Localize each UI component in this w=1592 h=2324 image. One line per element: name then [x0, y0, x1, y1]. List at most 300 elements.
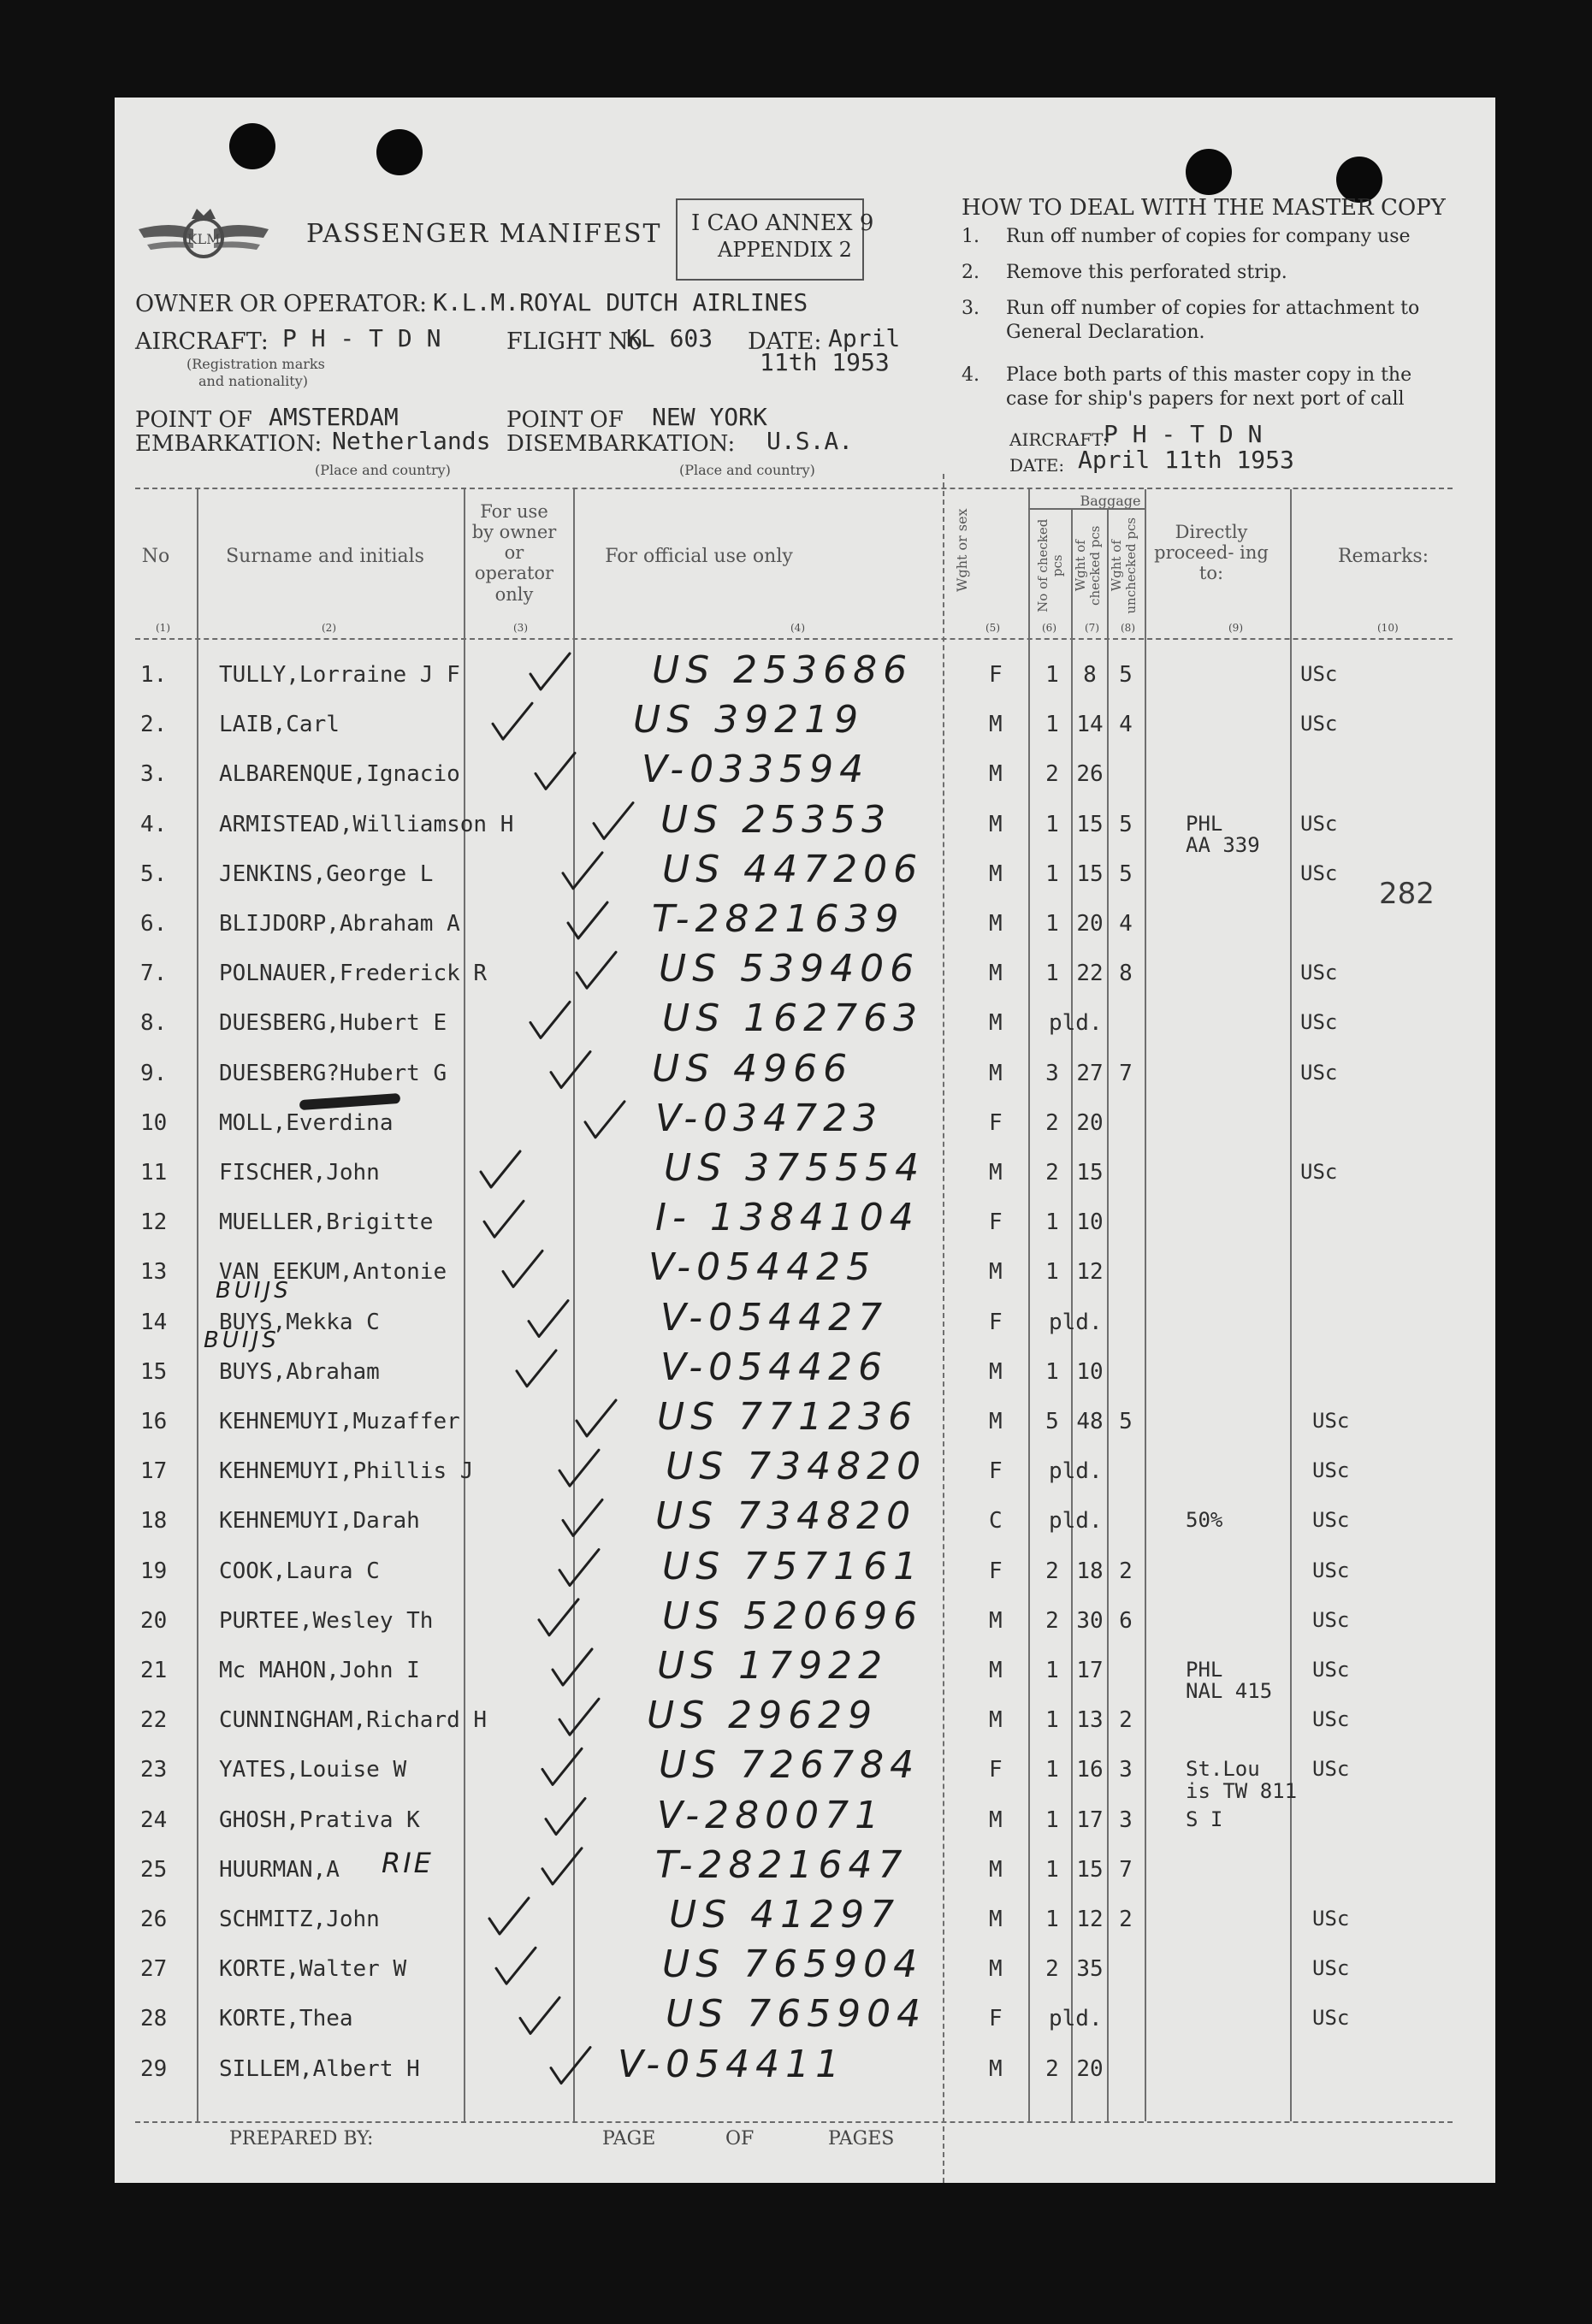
passenger-name: KORTE,Walter W — [219, 1956, 407, 1983]
row-number: 25 — [140, 1856, 168, 1883]
official-passport-number: US 734820 — [655, 1494, 917, 1539]
official-passport-number: US 771236 — [657, 1395, 919, 1439]
column-index: (1) — [156, 622, 170, 634]
checked-pieces: 1 — [1045, 1757, 1059, 1783]
disembarkation-country: U.S.A. — [766, 427, 854, 455]
official-passport-number: I- 1384104 — [655, 1196, 920, 1240]
checked-weight: 26 — [1076, 761, 1104, 788]
passenger-name: LAIB,Carl — [219, 712, 340, 738]
official-passport-number: V-054427 — [660, 1295, 889, 1339]
checked-pieces: 1 — [1045, 1856, 1059, 1883]
row-number: 1. — [140, 662, 168, 688]
checked-weight: 10 — [1076, 1209, 1104, 1236]
check-mark — [489, 1898, 529, 1934]
row-number: 24 — [140, 1807, 168, 1833]
passenger-name: KEHNEMUYI,Muzaffer — [219, 1409, 460, 1434]
passenger-name: POLNAUER,Frederick R — [219, 961, 488, 987]
passenger-sex: M — [989, 1259, 1003, 1286]
check-mark — [577, 1400, 616, 1436]
check-mark — [530, 1002, 570, 1038]
checked-pieces: pld. — [1049, 1458, 1103, 1485]
passenger-name: SILLEM,Albert H — [219, 2055, 420, 2082]
official-passport-number: US 162763 — [662, 996, 924, 1041]
passenger-sex: M — [989, 860, 1003, 887]
instruction-number: 2. — [962, 262, 979, 283]
passenger-sex: M — [989, 1707, 1003, 1734]
checked-weight: 15 — [1076, 811, 1104, 837]
handwritten-buijs: BUIJS — [204, 1328, 280, 1353]
passenger-sex: M — [989, 811, 1003, 837]
checked-pieces: 2 — [1045, 1160, 1059, 1186]
checked-pieces: 1 — [1045, 1209, 1059, 1236]
checked-pieces: 1 — [1045, 1259, 1059, 1286]
checked-weight: 20 — [1076, 1109, 1104, 1136]
column-header-owner-use: For use by owner or operator only — [471, 501, 557, 605]
column-index: (3) — [513, 622, 528, 634]
checked-pieces: pld. — [1049, 1309, 1103, 1335]
embarkation-country: Netherlands — [332, 427, 491, 455]
row-number: 19 — [140, 1558, 168, 1584]
checked-weight: 12 — [1076, 1907, 1104, 1932]
column-header-checked-wgt: Wght of checked pcs — [1072, 525, 1103, 606]
official-passport-number: V-054426 — [660, 1345, 889, 1389]
official-passport-number: US 41297 — [669, 1893, 901, 1937]
checked-pieces: pld. — [1049, 2006, 1103, 2032]
icao-annex: I CAO ANNEX 9 — [691, 210, 874, 236]
passenger-name: TULLY,Lorraine J F — [219, 662, 460, 688]
passenger-name: COOK,Laura C — [219, 1558, 380, 1584]
unchecked-weight: 3 — [1119, 1757, 1133, 1783]
checked-weight: 48 — [1076, 1409, 1104, 1434]
checked-weight: 22 — [1076, 961, 1104, 987]
svg-text:KLM: KLM — [186, 231, 221, 247]
passenger-sex: M — [989, 1607, 1003, 1634]
checked-pieces: 3 — [1045, 1060, 1059, 1086]
place-note: (Place and country) — [679, 462, 815, 478]
passenger-sex: F — [989, 1209, 1003, 1236]
place-note: (Place and country) — [315, 462, 451, 478]
passenger-name: Mc MAHON,John I — [219, 1658, 420, 1683]
passenger-name: BUYS,Mekka C — [219, 1309, 380, 1335]
passenger-sex: M — [989, 1060, 1003, 1086]
flight-value: KL 603 — [626, 324, 713, 352]
check-mark — [536, 753, 575, 789]
official-passport-number: V-033594 — [642, 748, 870, 792]
row-number: 11 — [140, 1160, 168, 1186]
aircraft-label-right: AIRCRAFT: — [1009, 429, 1109, 450]
passenger-sex: M — [989, 1010, 1003, 1037]
unchecked-weight: 4 — [1119, 911, 1133, 937]
official-passport-number: T-2821647 — [655, 1842, 908, 1887]
official-passport-number: US 17922 — [657, 1644, 889, 1688]
instruction-text: Place both parts of this master copy in the — [1006, 364, 1412, 386]
remarks: USc — [1312, 1558, 1350, 1582]
unchecked-weight: 6 — [1119, 1607, 1133, 1634]
embarkation-label: EMBARKATION: — [135, 431, 323, 457]
official-passport-number: US 253686 — [652, 648, 914, 692]
passenger-name: BLIJDORP,Abraham A — [219, 911, 460, 937]
remarks: USc — [1312, 1508, 1350, 1533]
row-number: 27 — [140, 1956, 168, 1983]
remarks: USc — [1312, 1907, 1350, 1931]
column-header-baggage: Baggage — [1080, 493, 1141, 509]
row-number: 17 — [140, 1458, 168, 1485]
checked-weight: 27 — [1076, 1060, 1104, 1086]
column-index: (7) — [1085, 622, 1099, 634]
checked-pieces: 1 — [1045, 860, 1059, 887]
checked-weight: 12 — [1076, 1259, 1104, 1286]
check-mark — [484, 1201, 524, 1237]
column-index: (5) — [985, 622, 1000, 634]
official-passport-number: T-2821639 — [652, 897, 905, 941]
checked-weight: 18 — [1076, 1558, 1104, 1584]
aircraft-label: AIRCRAFT: — [135, 328, 269, 355]
passenger-sex: F — [989, 1109, 1003, 1136]
handwritten-name-fix: RIE — [382, 1847, 434, 1879]
remarks: USc — [1300, 961, 1338, 985]
passenger-sex: M — [989, 961, 1003, 987]
remarks: USc — [1312, 1707, 1350, 1732]
checked-weight: 15 — [1076, 1856, 1104, 1883]
check-mark — [542, 1748, 582, 1784]
check-mark — [496, 1948, 536, 1984]
unchecked-weight: 7 — [1119, 1856, 1133, 1883]
checked-pieces: 1 — [1045, 712, 1059, 738]
check-mark — [563, 853, 602, 889]
checked-pieces: 2 — [1045, 2055, 1059, 2082]
checked-pieces: 1 — [1045, 1807, 1059, 1833]
checked-weight: 13 — [1076, 1707, 1104, 1734]
remarks: USc — [1300, 1010, 1338, 1035]
checked-pieces: 1 — [1045, 1707, 1059, 1734]
passenger-sex: F — [989, 1558, 1003, 1584]
row-number: 8. — [140, 1010, 168, 1037]
passenger-sex: M — [989, 1409, 1003, 1434]
checked-pieces: 2 — [1045, 1558, 1059, 1584]
passenger-sex: M — [989, 1956, 1003, 1983]
official-passport-number: US 726784 — [659, 1743, 920, 1788]
of-label: OF — [725, 2128, 755, 2150]
check-mark — [542, 1848, 582, 1884]
official-passport-number: US 375554 — [664, 1146, 926, 1190]
check-mark — [559, 1550, 599, 1586]
row-number: 9. — [140, 1060, 168, 1086]
passenger-name: ARMISTEAD,Williamson H — [219, 811, 514, 837]
row-number: 7. — [140, 961, 168, 987]
row-number: 12 — [140, 1209, 168, 1236]
check-mark — [551, 1052, 590, 1088]
checked-weight: 20 — [1076, 2055, 1104, 2082]
column-header-proceeding: Directly proceed- ing to: — [1154, 522, 1269, 584]
column-header-checked-pcs: No of checked pcs — [1034, 518, 1065, 612]
remarks: USc — [1312, 1458, 1350, 1483]
date-label-right: DATE: — [1009, 455, 1065, 476]
official-passport-number: US 25353 — [660, 797, 892, 842]
check-mark — [568, 902, 607, 938]
embarkation-city: AMSTERDAM — [269, 403, 399, 431]
passenger-name: SCHMITZ,John — [219, 1907, 380, 1932]
prepared-by-label: PREPARED BY: — [229, 2128, 374, 2150]
column-header-no: No — [141, 546, 170, 567]
row-number: 6. — [140, 911, 168, 937]
disembarkation-label: DISEMBARKATION: — [506, 431, 736, 457]
unchecked-weight: 5 — [1119, 811, 1133, 837]
passenger-name: VAN EEKUM,Antonie — [219, 1259, 447, 1286]
check-mark — [553, 1649, 592, 1685]
instruction-text: case for ship's papers for next port of call — [1006, 388, 1405, 410]
column-index: (2) — [322, 622, 336, 634]
row-number: 18 — [140, 1508, 168, 1535]
destination: PHL NAL 415 — [1186, 1658, 1273, 1704]
handwritten-buijs: BUIJS — [216, 1278, 292, 1304]
remarks: USc — [1312, 1409, 1350, 1433]
check-mark — [529, 1301, 568, 1337]
instruction-number: 3. — [962, 298, 979, 319]
remarks: USc — [1312, 1607, 1350, 1632]
official-passport-number: US 520696 — [662, 1594, 924, 1638]
passenger-sex: F — [989, 1309, 1003, 1335]
check-mark — [559, 1450, 599, 1486]
checked-weight: 20 — [1076, 911, 1104, 937]
instruction-number: 1. — [962, 226, 979, 247]
row-number: 4. — [140, 811, 168, 837]
passenger-name: FISCHER,John — [219, 1160, 380, 1186]
row-number: 26 — [140, 1907, 168, 1932]
manifest-title: PASSENGER MANIFEST — [306, 219, 662, 249]
row-number: 21 — [140, 1658, 168, 1683]
passenger-sex: M — [989, 1658, 1003, 1683]
passenger-sex: M — [989, 1856, 1003, 1883]
official-passport-number: US 4966 — [652, 1046, 854, 1091]
official-passport-number: V-034723 — [655, 1096, 884, 1140]
unchecked-weight: 2 — [1119, 1707, 1133, 1734]
check-mark — [520, 1997, 559, 2033]
passenger-name: PURTEE,Wesley Th — [219, 1607, 434, 1634]
remarks: USc — [1312, 2006, 1350, 2031]
official-passport-number: US 539406 — [659, 947, 920, 991]
destination: 50% — [1186, 1508, 1223, 1533]
instruction-text: Remove this perforated strip. — [1006, 262, 1287, 283]
checked-pieces: 2 — [1045, 1109, 1059, 1136]
checked-weight: 15 — [1076, 1160, 1104, 1186]
checked-weight: 17 — [1076, 1807, 1104, 1833]
unchecked-weight: 3 — [1119, 1807, 1133, 1833]
checked-pieces: 1 — [1045, 1358, 1059, 1385]
checked-weight: 10 — [1076, 1358, 1104, 1385]
instruction-text: Run off number of copies for company use — [1006, 226, 1411, 247]
unchecked-weight: 2 — [1119, 1907, 1133, 1932]
registration-note: (Registration marks — [186, 356, 325, 372]
column-header-name: Surname and initials — [226, 546, 424, 567]
page-number: 282 — [1379, 877, 1435, 911]
row-number: 20 — [140, 1607, 168, 1634]
date-value-right: April 11th 1953 — [1078, 446, 1294, 474]
passenger-name: HUURMAN,A — [219, 1856, 340, 1883]
official-passport-number: V-054411 — [618, 2042, 846, 2086]
checked-pieces: 2 — [1045, 761, 1059, 788]
checked-pieces: 1 — [1045, 1907, 1059, 1932]
remarks: USc — [1312, 1956, 1350, 1981]
passenger-name: BUYS,Abraham — [219, 1358, 380, 1385]
column-header-weight: Wght or sex — [953, 508, 970, 592]
checked-weight: 35 — [1076, 1956, 1104, 1983]
passenger-name: MOLL,Everdina — [219, 1109, 394, 1136]
remarks: USc — [1300, 1160, 1338, 1184]
checked-pieces: 1 — [1045, 1658, 1059, 1683]
check-mark — [594, 803, 633, 839]
passenger-sex: F — [989, 1757, 1003, 1783]
column-index: (4) — [790, 622, 805, 634]
remarks: USc — [1312, 1757, 1350, 1782]
unchecked-weight: 4 — [1119, 712, 1133, 738]
official-passport-number: US 447206 — [662, 847, 924, 891]
passenger-sex: C — [989, 1508, 1003, 1535]
date-label: DATE: — [748, 328, 822, 355]
disembarkation-label: POINT OF — [506, 407, 624, 433]
check-mark — [530, 653, 570, 689]
check-mark — [559, 1699, 599, 1735]
checked-pieces: 1 — [1045, 811, 1059, 837]
passenger-name: YATES,Louise W — [219, 1757, 407, 1783]
remarks: USc — [1300, 811, 1338, 836]
unchecked-weight: 7 — [1119, 1060, 1133, 1086]
date-value: April — [828, 324, 901, 352]
passenger-name: GHOSH,Prativa K — [219, 1807, 420, 1833]
passenger-sex: M — [989, 1160, 1003, 1186]
column-index: (8) — [1121, 622, 1135, 634]
unchecked-weight: 8 — [1119, 961, 1133, 987]
aircraft-value-right: P H - T D N — [1104, 420, 1263, 448]
pages-label: PAGES — [828, 2128, 895, 2150]
icao-appendix: APPENDIX 2 — [718, 238, 852, 262]
manifest-sheet — [115, 98, 1495, 2183]
check-mark — [503, 1251, 542, 1286]
checked-weight: 16 — [1076, 1757, 1104, 1783]
official-passport-number: US 765904 — [662, 1943, 924, 1987]
official-passport-number: US 29629 — [647, 1694, 879, 1738]
instruction-number: 4. — [962, 364, 979, 386]
passenger-sex: M — [989, 911, 1003, 937]
check-mark — [563, 1499, 602, 1535]
unchecked-weight: 5 — [1119, 860, 1133, 887]
passenger-sex: M — [989, 712, 1003, 738]
row-number: 5. — [140, 860, 168, 887]
checked-weight: 30 — [1076, 1607, 1104, 1634]
check-mark — [546, 1799, 585, 1835]
official-passport-number: US 734820 — [666, 1445, 927, 1489]
checked-pieces: 2 — [1045, 1956, 1059, 1983]
official-passport-number: US 39219 — [633, 698, 865, 742]
flight-label: FLIGHT No — [506, 328, 642, 355]
checked-weight: 15 — [1076, 860, 1104, 887]
instruction-text: Run off number of copies for attachment to — [1006, 298, 1420, 319]
destination: PHL AA 339 — [1186, 811, 1260, 857]
column-header-remarks: Remarks: — [1337, 546, 1429, 567]
checked-pieces: 5 — [1045, 1409, 1059, 1434]
destination: S I — [1186, 1807, 1223, 1831]
check-mark — [551, 2048, 590, 2084]
checked-pieces: 1 — [1045, 961, 1059, 987]
checked-pieces: 1 — [1045, 662, 1059, 688]
passenger-sex: M — [989, 1907, 1003, 1932]
passenger-name: KEHNEMUYI,Darah — [219, 1508, 420, 1535]
passenger-name: DUESBERG,Hubert E — [219, 1010, 447, 1037]
passenger-name: ALBARENQUE,Ignacio — [219, 761, 460, 788]
destination: St.Lou is TW 811 — [1186, 1757, 1298, 1803]
passenger-sex: M — [989, 2055, 1003, 2082]
row-number: 29 — [140, 2055, 168, 2082]
passenger-sex: F — [989, 1458, 1003, 1485]
check-mark — [481, 1151, 520, 1187]
instructions-title: HOW TO DEAL WITH THE MASTER COPY — [962, 195, 1446, 221]
row-number: 14 — [140, 1309, 168, 1335]
checked-weight: 17 — [1076, 1658, 1104, 1683]
row-number: 22 — [140, 1707, 168, 1734]
column-index: (10) — [1377, 622, 1399, 634]
row-number: 23 — [140, 1757, 168, 1783]
remarks: USc — [1300, 712, 1338, 736]
registration-note: and nationality) — [198, 373, 308, 389]
owner-value: K.L.M.ROYAL DUTCH AIRLINES — [433, 288, 808, 316]
row-number: 10 — [140, 1109, 168, 1136]
page-label: PAGE — [602, 2128, 656, 2150]
check-marks — [115, 98, 1495, 2183]
passenger-sex: M — [989, 1358, 1003, 1385]
checked-pieces: pld. — [1049, 1508, 1103, 1535]
column-header-official: For official use only — [605, 546, 793, 567]
check-mark — [493, 703, 532, 739]
row-number: 15 — [140, 1358, 168, 1385]
unchecked-weight: 5 — [1119, 1409, 1133, 1434]
official-passport-number: V-054425 — [648, 1245, 877, 1290]
passenger-name: JENKINS,George L — [219, 860, 434, 887]
date-value: 11th 1953 — [760, 348, 890, 376]
check-mark — [517, 1351, 556, 1387]
passenger-name: KORTE,Thea — [219, 2006, 353, 2032]
checked-weight: 8 — [1083, 662, 1097, 688]
column-index: (6) — [1042, 622, 1056, 634]
passenger-sex: F — [989, 662, 1003, 688]
row-number: 13 — [140, 1259, 168, 1286]
row-number: 28 — [140, 2006, 168, 2032]
official-passport-number: US 757161 — [662, 1544, 924, 1588]
official-passport-number: US 765904 — [666, 1992, 927, 2037]
passenger-sex: F — [989, 2006, 1003, 2032]
passenger-sex: M — [989, 1807, 1003, 1833]
remarks: USc — [1312, 1658, 1350, 1682]
unchecked-weight: 2 — [1119, 1558, 1133, 1584]
checked-pieces: 2 — [1045, 1607, 1059, 1634]
embarkation-label: POINT OF — [135, 407, 252, 433]
passenger-name: DUESBERG?Hubert G — [219, 1060, 447, 1086]
checked-weight: 14 — [1076, 712, 1104, 738]
remarks: USc — [1300, 662, 1338, 686]
check-mark — [539, 1600, 578, 1635]
passenger-name: KEHNEMUYI,Phillis J — [219, 1458, 474, 1485]
column-header-unchecked: Wght of unchecked pcs — [1108, 517, 1139, 614]
instruction-text: General Declaration. — [1006, 322, 1205, 343]
row-number: 2. — [140, 712, 168, 738]
owner-label: OWNER OR OPERATOR: — [135, 291, 428, 317]
checked-pieces: pld. — [1049, 1010, 1103, 1037]
row-number: 16 — [140, 1409, 168, 1434]
row-number: 3. — [140, 761, 168, 788]
unchecked-weight: 5 — [1119, 662, 1133, 688]
check-mark — [585, 1102, 624, 1138]
official-passport-number: V-280071 — [657, 1793, 885, 1837]
remarks: USc — [1300, 1060, 1338, 1085]
passenger-name: MUELLER,Brigitte — [219, 1209, 434, 1236]
